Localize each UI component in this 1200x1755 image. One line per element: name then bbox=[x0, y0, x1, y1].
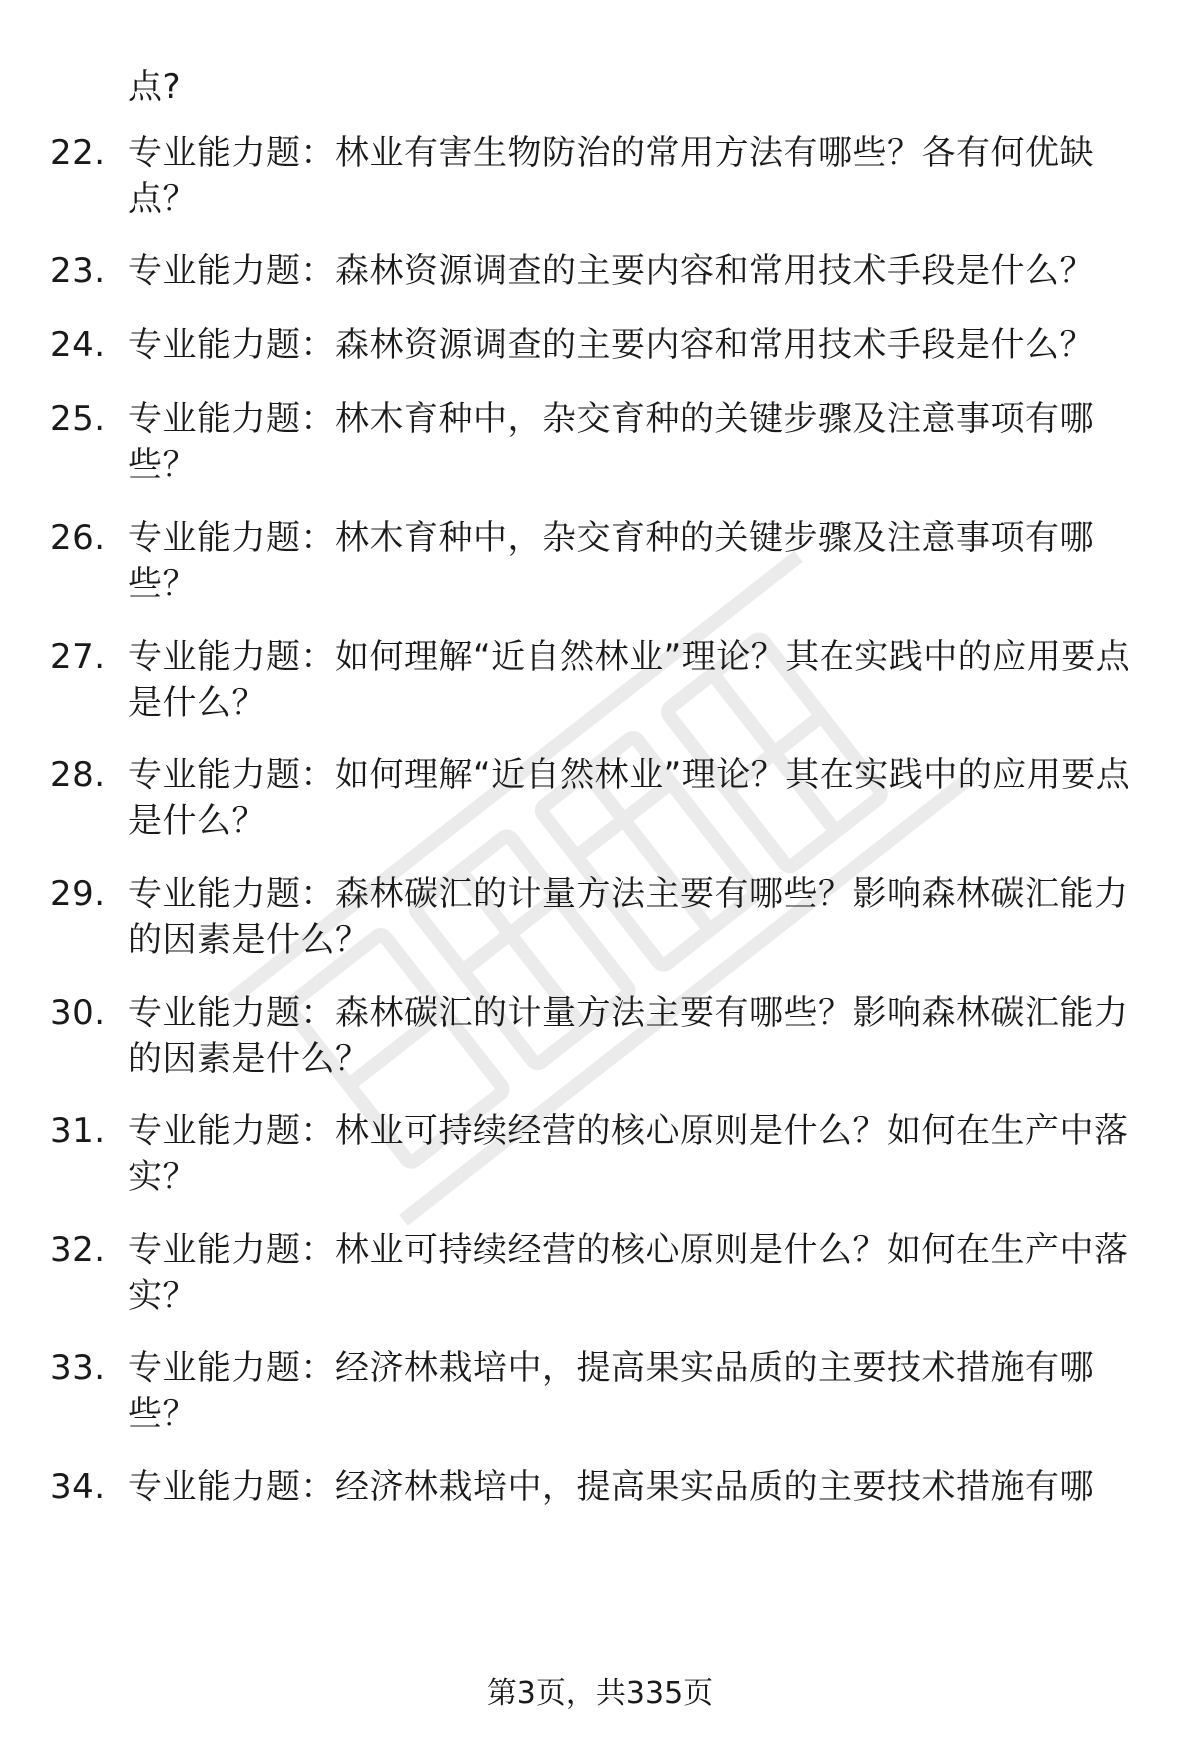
list-item bbox=[50, 515, 1150, 607]
item-number: 26. bbox=[50, 518, 106, 558]
item-number: 23. bbox=[50, 251, 106, 291]
item-number: 27. bbox=[50, 637, 106, 677]
list-item bbox=[50, 1108, 1150, 1200]
list-item bbox=[50, 634, 1150, 726]
item-text: 专业能力题：经济林栽培中，提高果实品质的主要技术措施有哪 bbox=[128, 1467, 1094, 1507]
item-number: 25. bbox=[50, 399, 106, 439]
item-number: 28. bbox=[50, 755, 106, 795]
list-item bbox=[50, 322, 1150, 368]
item-number: 34. bbox=[50, 1467, 106, 1507]
page-footer: 第3页，共335页 bbox=[486, 1676, 714, 1711]
list-item bbox=[50, 396, 1150, 488]
list-item bbox=[50, 752, 1150, 844]
list-item bbox=[50, 1464, 1150, 1510]
item-number: 33. bbox=[50, 1348, 106, 1388]
item-text: 专业能力题：林业有害生物防治的常用方法有哪些？各有何优缺点？ bbox=[128, 133, 1094, 219]
item-number: 22. bbox=[50, 133, 106, 173]
item-text: 专业能力题：林木育种中，杂交育种的关键步骤及注意事项有哪些？ bbox=[128, 518, 1094, 604]
item-text: 专业能力题：林木育种中，杂交育种的关键步骤及注意事项有哪些？ bbox=[128, 399, 1094, 485]
item-number: 24. bbox=[50, 325, 106, 365]
item-text: 专业能力题：森林资源调查的主要内容和常用技术手段是什么？ bbox=[128, 251, 1094, 291]
item-number: 30. bbox=[50, 993, 106, 1033]
list-item bbox=[50, 248, 1150, 294]
item-text: 专业能力题：林业可持续经营的核心原则是什么？如何在生产中落实？ bbox=[128, 1111, 1129, 1197]
list-item bbox=[50, 990, 1150, 1082]
item-text: 专业能力题：森林碳汇的计量方法主要有哪些？影响森林碳汇能力的因素是什么？ bbox=[128, 993, 1129, 1079]
list-item bbox=[50, 1345, 1150, 1437]
item-text: 专业能力题：森林资源调查的主要内容和常用技术手段是什么？ bbox=[128, 325, 1094, 365]
item-text: 专业能力题：经济林栽培中，提高果实品质的主要技术措施有哪些？ bbox=[128, 1348, 1094, 1434]
item-text: 专业能力题：如何理解“近自然林业”理论？其在实践中的应用要点是什么？ bbox=[128, 637, 1131, 723]
continuation-text: 点? bbox=[128, 67, 182, 107]
item-number: 31. bbox=[50, 1111, 106, 1151]
item-text: 专业能力题：森林碳汇的计量方法主要有哪些？影响森林碳汇能力的因素是什么？ bbox=[128, 874, 1129, 960]
list-item bbox=[50, 871, 1150, 963]
item-number: 29. bbox=[50, 874, 106, 914]
list-item bbox=[50, 130, 1150, 222]
list-item bbox=[50, 1227, 1150, 1319]
item-number: 32. bbox=[50, 1230, 106, 1270]
item-text: 专业能力题：林业可持续经营的核心原则是什么？如何在生产中落实？ bbox=[128, 1230, 1129, 1316]
item-text: 专业能力题：如何理解“近自然林业”理论？其在实践中的应用要点是什么？ bbox=[128, 755, 1131, 841]
